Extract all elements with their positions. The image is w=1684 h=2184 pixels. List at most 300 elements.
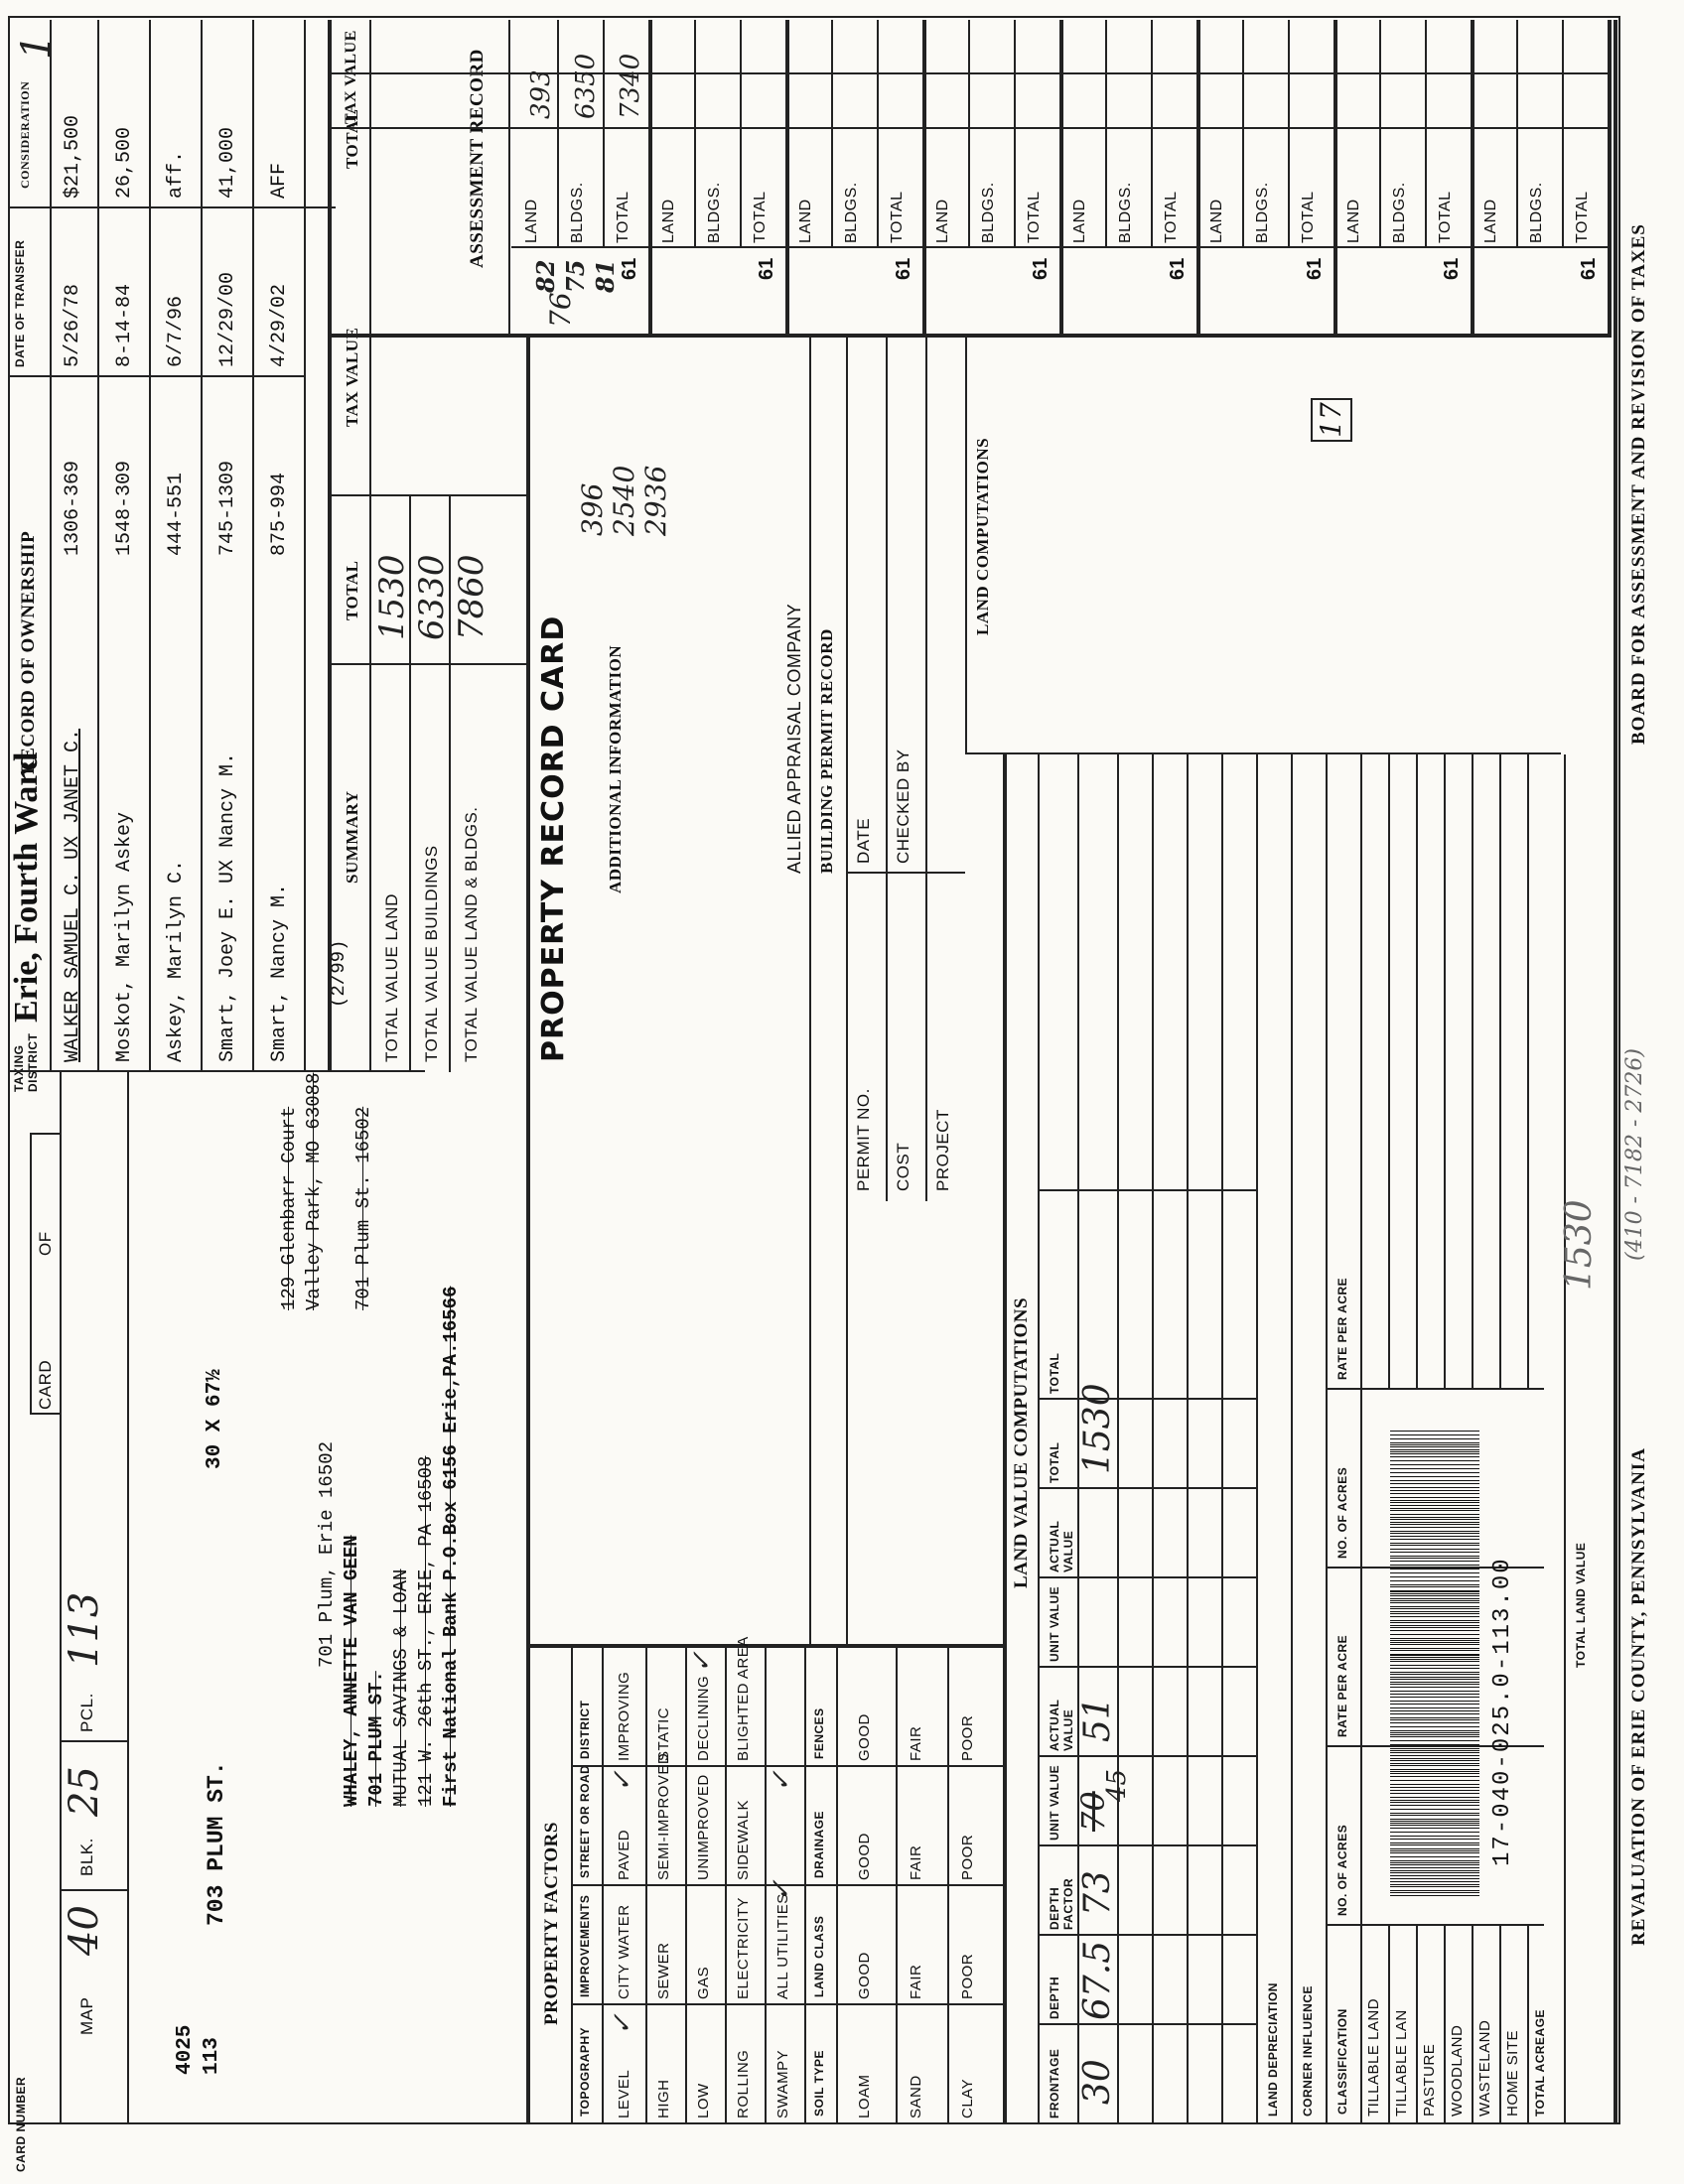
acreage-col-2: RATE PER ACRE [1335,1634,1349,1737]
barcode-bar [1390,1780,1479,1781]
assessment-7-1: BLDGS. [1528,182,1545,243]
soil-0: LOAM [856,2074,873,2118]
acreage-class-5: HOME SITE [1504,2029,1521,2116]
barcode-bar [1390,1533,1479,1534]
assessment-0-0: LAND [523,199,540,243]
lv-col-4: ACTUAL VALUE [1048,1699,1075,1751]
drainage-2: POOR [959,1834,976,1880]
land-computations-label: LAND COMPUTATIONS [973,437,992,635]
barcode-bar [1390,1634,1479,1635]
barcode-bar [1390,1608,1479,1609]
barcode-bar [1390,1677,1479,1678]
barcode-bar [1390,1763,1479,1764]
ownership-deed-2: 444-551 [165,472,188,556]
assessment-line-3-1 [1014,20,1016,248]
assessment-3-1: BLDGS. [980,182,997,243]
lv-unit-value-old: 70 [1074,1791,1112,1832]
assessment-year-stamp: 76 [544,292,577,328]
soil-row-line-0 [896,1648,898,2124]
factor-topography-1: HIGH [655,2079,672,2118]
additional-info-title: ADDITIONAL INFORMATION [606,644,625,893]
additional-tax-1: 396 [576,482,609,536]
factor-street-1: SEMI-IMPROVED [655,1752,672,1880]
blk-divider [60,1740,127,1742]
lv-col-line-5 [1038,1666,1256,1668]
barcode-bar [1390,1524,1479,1525]
factor-topography-0: LEVEL [616,2069,632,2118]
factor-row-line-1 [685,1648,687,2124]
assessment-year-7: 61 [1578,257,1600,280]
ownership-date-4: 4/29/02 [268,283,291,367]
assessment-line-6-1 [1425,20,1427,248]
barcode-bar [1390,1755,1479,1756]
header-divider [127,1072,129,2124]
barcode-bar [1390,1710,1479,1711]
summary-title: SUMMARY [343,790,361,884]
parcel-id: 17-040-025.0-113.00 [1489,1557,1516,1866]
lv-land-depreciation: LAND DEPRECIATION [1266,1982,1280,2116]
header-right-divider [8,1070,425,1072]
factor-topography-2: LOW [695,2083,712,2118]
barcode-bar [1390,1522,1479,1523]
barcode-bar [1390,1497,1479,1498]
soil-type-label: SOIL TYPE [812,2050,826,2116]
pcl-value: 113 [62,1591,107,1668]
permit-top-line [809,338,811,1648]
acreage-row-line-2 [1444,1926,1446,2124]
factors-col-1: IMPROVEMENTS [578,1894,592,1997]
ownership-owner-1: Moskot, Marilyn Askey [113,811,136,1062]
lv-corner-influence: CORNER INFLUENCE [1301,1984,1315,2116]
lv-col-line-2 [1038,1934,1256,1936]
barcode-bar [1390,1790,1479,1791]
assessment-title: ASSESSMENT RECORD [467,49,488,268]
permit-row-line-2 [925,338,927,1201]
permit-no-label: PERMIT NO. [854,1088,873,1191]
acreage-class-1: TILLABLE LAN [1393,2009,1410,2116]
barcode [1390,1420,1479,1896]
assessment-year-3: 61 [1030,257,1052,280]
acreage-row-line-right-0 [1388,754,1390,1390]
barcode-bar [1390,1875,1479,1876]
barcode-bar [1390,1674,1479,1675]
factors-col-header-line [602,1648,604,2124]
ownership-date-1: 8-14-84 [113,283,136,367]
permit-col-divider [846,872,965,874]
barcode-bar [1390,1584,1479,1585]
barcode-bar [1390,1805,1479,1806]
assessment-land-tax: 393 [526,69,556,119]
barcode-bar [1390,1600,1479,1601]
land-class-2: POOR [959,1953,976,1999]
permit-header-line [846,338,848,1648]
property-dimensions: 30 X 67½ [204,1369,226,1469]
barcode-bar [1390,1856,1479,1857]
barcode-bar [1390,1809,1479,1810]
ownership-date-2: 6/7/96 [165,295,188,367]
assessment-block-left-3 [922,246,1059,248]
barcode-bar [1390,1468,1479,1469]
barcode-bar [1390,1556,1479,1557]
ownership-consideration-2: aff. [165,150,188,199]
barcode-bar [1390,1508,1479,1509]
assessment-line-1-0 [694,20,696,248]
lv-col-5: UNIT VALUE [1048,1585,1061,1662]
barcode-bar [1390,1460,1479,1461]
barcode-bar [1390,1451,1479,1452]
barcode-bar [1390,1586,1479,1587]
barcode-bar [1390,1558,1479,1559]
barcode-bar [1390,1453,1479,1454]
barcode-bar [1390,1611,1479,1612]
factor-row-line-0 [645,1648,647,2124]
acreage-col-4: RATE PER ACRE [1335,1277,1349,1380]
lv-col-1: DEPTH [1048,1976,1061,2019]
soil-1: SAND [908,2075,924,2118]
barcode-bar [1390,1565,1479,1566]
assessment-line-7-1 [1562,20,1564,248]
assessment-block-line-0 [648,20,652,338]
drainage-0: GOOD [856,1833,873,1880]
barcode-bar [1390,1595,1479,1596]
assessment-year-2: 61 [893,257,914,280]
assessment-2-1: BLDGS. [843,182,860,243]
barcode-bar [1390,1650,1479,1651]
barcode-bar [1390,1630,1479,1631]
barcode-bar [1390,1750,1479,1751]
assessment-1-1: BLDGS. [706,182,723,243]
factor-street-2: UNIMPROVED [695,1774,712,1880]
summary-row-total-label: TOTAL VALUE LAND & BLDGS. [462,806,481,1062]
factors-title: PROPERTY FACTORS [541,1822,562,2025]
assessment-block-left-1 [648,246,785,248]
lv-col-8: TOTAL [1048,1352,1061,1394]
assessment-line-6-0 [1379,20,1381,248]
assessment-year-6: 61 [1441,257,1463,280]
barcode-bar [1390,1514,1479,1515]
date-col-divider [8,375,306,377]
assessment-5-0: LAND [1208,199,1225,243]
factor-district-2: DECLINING [695,1675,712,1761]
barcode-bar [1390,1517,1479,1518]
barcode-bar [1390,1531,1479,1532]
land-class-0: GOOD [856,1952,873,1999]
barcode-bar [1390,1449,1479,1450]
ownership-owner-0: WALKER SAMUEL C. UX JANET C. [62,728,84,1062]
barcode-bar [1390,1665,1479,1666]
acreage-row-line-4 [1499,1926,1501,2124]
barcode-bar [1390,1860,1479,1861]
assessment-3-0: LAND [934,199,951,243]
barcode-bar [1390,1431,1479,1432]
assessment-6-0: LAND [1345,199,1362,243]
factors-col-3: DISTRICT [578,1700,592,1759]
total-land-value-label: TOTAL LAND VALUE [1574,1542,1588,1668]
acreage-header-line [1360,754,1362,2124]
assessment-2-0: LAND [797,199,814,243]
lv-col-line-3 [1038,1844,1256,1846]
barcode-bar [1390,1687,1479,1688]
assessment-block-left-2 [785,246,922,248]
ownership-owner-2: Askey, Marilyn C. [165,859,188,1062]
barcode-bar [1390,1682,1479,1683]
total-acreage-label: TOTAL ACREAGE [1533,2008,1547,2116]
allied-appraisal-company: ALLIED APPRAISAL COMPANY [784,603,804,874]
lv-depreciation-top [1256,754,1258,2124]
mail-line-8: MUTUAL SAVINGS & LOAN [390,1569,412,1807]
barcode-bar [1390,1527,1479,1528]
drainage-label: DRAINAGE [812,1810,826,1878]
barcode-bar [1390,1784,1479,1785]
factor-district-0: IMPROVING [616,1671,632,1761]
assessment-line-5-1 [1288,20,1290,248]
ownership-row-line-3 [252,20,254,1072]
lv-col-3: UNIT VALUE [1048,1764,1061,1841]
barcode-bar [1390,1758,1479,1759]
barcode-bar [1390,1726,1479,1727]
barcode-bar [1390,1844,1479,1845]
ownership-consideration-0: $21,500 [62,114,84,199]
barcode-bar [1390,1552,1479,1553]
lv-col-line-8 [1038,1398,1256,1400]
summary-top-line [328,20,332,1072]
barcode-bar [1390,1744,1479,1745]
ownership-date-3: 12/29/00 [216,271,239,367]
boxed-number: 17 [1311,398,1352,442]
barcode-bar [1390,1892,1479,1893]
factors-col-line-1 [571,2003,1003,2005]
lv-col-line-6 [1038,1576,1256,1578]
factor-topography-3: ROLLING [735,2049,752,2118]
barcode-bar [1390,1823,1479,1824]
barcode-bar [1390,1659,1479,1660]
assessment-stamp-2: 75 [561,259,590,293]
acreage-row-line-right-2 [1444,754,1446,1390]
barcode-bar [1390,1476,1479,1477]
acreage-row-line-5 [1527,1926,1529,2124]
barcode-bar [1390,1800,1479,1801]
permit-title: BUILDING PERMIT RECORD [817,628,836,874]
summary-col-1 [328,663,526,665]
ownership-row-line-2 [201,20,203,1072]
barcode-bar [1390,1760,1479,1761]
barcode-bar [1390,1472,1479,1473]
barcode-bar [1390,1736,1479,1737]
assessment-5-2: TOTAL [1300,191,1317,243]
assessment-year-4: 61 [1167,257,1189,280]
lv-col-line-9 [1038,1189,1256,1191]
ownership-header-line [50,20,52,1072]
barcode-bar [1390,1444,1479,1445]
lv-unit-value-new: 45 [1102,1768,1132,1802]
assessment-bldgs-tax: 6350 [571,53,601,119]
card-title: PROPERTY RECORD CARD [536,614,571,1062]
assessment-4-0: LAND [1071,199,1088,243]
assessment-block-line-2 [922,20,926,338]
check-all-utilities: ✓ [767,1879,796,1901]
barcode-bar [1390,1661,1479,1662]
lv-corner-top [1291,754,1293,2124]
lv-acreage-top [1326,754,1328,2124]
mail-line-10: First National Bank P.O.Box 6156 Erie,PA.16566 [440,1286,462,1807]
barcode-bar [1390,1561,1479,1562]
barcode-bar [1390,1870,1479,1871]
assessment-line-5-0 [1242,20,1244,248]
footer-right: BOARD FOR ASSESSMENT AND REVISION OF TAXES [1628,223,1649,745]
barcode-bar [1390,1862,1479,1863]
barcode-bar [1390,1625,1479,1626]
assessment-block-left-4 [1059,246,1196,248]
barcode-bar [1390,1722,1479,1723]
barcode-bar [1390,1505,1479,1506]
lv-col-6: ACTUAL VALUE [1048,1520,1075,1572]
additional-tax-3: 2936 [639,465,672,536]
permit-cost-label: COST [894,1142,912,1191]
assessment-block-line-1 [785,20,789,338]
lv-col-0: FRONTAGE [1048,2048,1061,2118]
assessment-year-0: 61 [619,257,640,280]
barcode-bar [1390,1765,1479,1766]
property-code-1: 4025 [174,2024,197,2075]
barcode-bar [1390,1590,1479,1592]
assessment-line-7-0 [1516,20,1518,248]
factor-improvements-4: ALL UTILITIES [774,1893,791,1999]
factor-topography-4: SWAMPY [774,2049,791,2118]
land-class-label: LAND CLASS [812,1915,826,1997]
assessment-4-2: TOTAL [1163,191,1180,243]
barcode-bar [1390,1483,1479,1484]
assessment-1-0: LAND [660,199,677,243]
ownership-consideration-1: 26,500 [113,126,136,199]
barcode-bar [1390,1500,1479,1501]
soil-row-line-1 [947,1648,949,2124]
mail-line-5: 701 Plum, Erie 16502 [316,1440,338,1668]
blk-label: BLK. [77,1838,96,1876]
acreage-col-1: NO. OF ACRES [1335,1824,1349,1916]
assessment-year-1: 61 [756,257,777,280]
barcode-bar [1390,1545,1479,1546]
fences-2: POOR [959,1714,976,1761]
barcode-bar [1390,1694,1479,1695]
barcode-bar [1390,1536,1479,1537]
barcode-bar [1390,1793,1479,1794]
factors-col-line-3 [571,1765,1003,1767]
barcode-bar [1390,1852,1479,1853]
ownership-deed-3: 745-1309 [216,460,239,556]
barcode-bar [1390,1657,1479,1658]
factors-header-line [571,1648,573,2124]
assessment-6-1: BLDGS. [1391,182,1408,243]
barcode-bar [1390,1456,1479,1457]
barcode-bar [1390,1679,1479,1680]
assessment-block-line-4 [1196,20,1200,338]
barcode-bar [1390,1704,1479,1705]
summary-total-bldgs: 6330 [412,554,452,640]
barcode-bar [1390,1654,1479,1656]
lv-row-line-2 [1187,754,1189,2124]
assessment-line-3-0 [968,20,970,248]
card-label: CARD [36,1359,55,1410]
lv-depth: 67.5 [1077,1940,1118,2020]
barcode-bar [1390,1510,1479,1511]
barcode-bar [1390,1839,1479,1840]
barcode-bar [1390,1717,1479,1718]
barcode-bar [1390,1438,1479,1439]
consideration-col-divider [8,206,336,208]
summary-total-all: 7860 [452,554,491,640]
barcode-bar [1390,1606,1479,1607]
ownership-deed-4: 875-994 [268,472,291,556]
factor-street-0: PAVED [616,1829,632,1880]
permit-checked-label: CHECKED BY [894,749,912,864]
barcode-bar [1390,1769,1479,1770]
acreage-class-4: WASTELAND [1476,2019,1493,2116]
acreage-class-3: WOODLAND [1449,2024,1466,2116]
barcode-bar [1390,1813,1479,1814]
check-paved: ✓ [608,1770,637,1792]
barcode-bar [1390,1642,1479,1643]
barcode-bar [1390,1872,1479,1873]
summary-header-line [369,20,371,1072]
date-of-transfer-label: DATE OF TRANSFER [13,239,27,367]
assessment-block-line-7 [1608,20,1612,338]
summary-row-land-label: TOTAL VALUE LAND [382,893,401,1062]
barcode-bar [1390,1748,1479,1749]
barcode-bar [1390,1797,1479,1798]
assessment-7-2: TOTAL [1574,191,1591,243]
barcode-bar [1390,1549,1479,1550]
barcode-bar [1390,1734,1479,1735]
assessment-total-tax: 7340 [616,53,645,119]
barcode-bar [1390,1593,1479,1594]
barcode-bar [1390,1627,1479,1628]
acreage-col-line-1 [1326,1924,1544,1926]
assessment-2-2: TOTAL [889,191,906,243]
barcode-bar [1390,1895,1479,1896]
assessment-6-2: TOTAL [1437,191,1454,243]
taxing-district-label: TAXING DISTRICT [12,1032,40,1092]
acreage-row-line-3 [1472,1926,1474,2124]
permit-project-label: PROJECT [933,1109,952,1191]
barcode-bar [1390,1672,1479,1673]
assessment-year-5: 61 [1304,257,1326,280]
assessment-tax-label: TAX VALUE [343,30,359,124]
assessment-1-2: TOTAL [752,191,769,243]
assessment-5-1: BLDGS. [1254,182,1271,243]
acreage-col-0: CLASSIFICATION [1335,2008,1349,2115]
permit-date-label: DATE [854,817,873,864]
barcode-bar [1390,1480,1479,1481]
barcode-bar [1390,1580,1479,1581]
check-sidewalk: ✓ [767,1770,796,1792]
assessment-block-line-3 [1059,20,1063,338]
ownership-row-line-1 [149,20,151,1072]
summary-col-2 [328,494,526,496]
ownership-date-0: 5/26/78 [62,283,84,367]
ownership-title: RECORD OF OWNERSHIP [18,530,39,774]
assessment-line-0-1 [603,20,605,248]
acreage-row-line-right-5 [1527,754,1529,1390]
barcode-bar [1390,1732,1479,1733]
assessment-block-line-5 [1333,20,1337,338]
barcode-bar [1390,1622,1479,1623]
additional-tax-2: 2540 [608,465,640,536]
barcode-bar [1390,1825,1479,1826]
soil-2: CLAY [959,2078,976,2118]
card-title-top-line [526,338,530,2124]
assessment-line-2-1 [877,20,879,248]
footer-left: REVALUATION OF ERIE COUNTY, PENNSYLVANIA [1628,1447,1649,1946]
